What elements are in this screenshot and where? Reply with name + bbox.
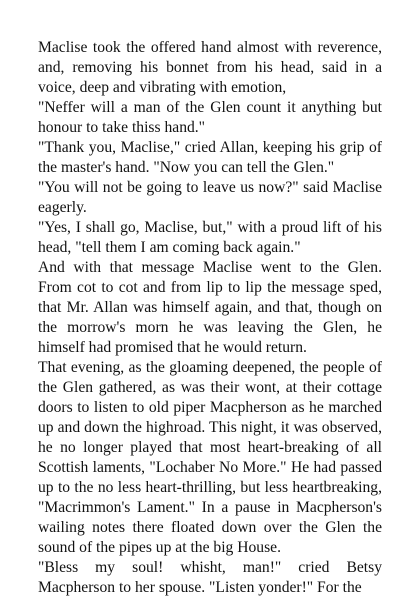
paragraph: And with that message Maclise went to the Glen. From cot to cot and from lip to lip the message sped, that Mr. Allan was himself again, and that, though on the morrow's morn he was leaving the Glen, he himself had promised that he would return. xyxy=(38,259,382,356)
paragraph: "Bless my soul! whisht, man!" cried Betsy Macpherson to her spouse. "Listen yonder!" For the xyxy=(38,559,382,596)
paragraph: "You will not be going to leave us now?" said Maclise eagerly. xyxy=(38,179,382,216)
document-page xyxy=(38,38,382,598)
paragraph: That evening, as the gloaming deepened, the people of the Glen gathered, as was their wont, at their cottage doors to listen to old piper Macpherson as he marched up and down the highroad. This night, it was observed, he no longer played that most heart-breaking of all Scottish laments, "Lochaber No More." He had passed up to the no less heart-thrilling, but less heartbreaking, "Macrimmon's Lament." In a pause in Macpherson's wailing notes there floated down over the Glen the sound of the pipes up at the big House. xyxy=(38,359,382,556)
paragraph: Maclise took the offered hand almost with reverence, and, removing his bonnet from his head, said in a voice, deep and vibrating with emotion, xyxy=(38,39,382,96)
paragraph: "Yes, I shall go, Maclise, but," with a proud lift of his head, "tell them I am coming back again." xyxy=(38,219,382,256)
paragraph: "Thank you, Maclise," cried Allan, keeping his grip of the master's hand. "Now you can tell the Glen." xyxy=(38,139,382,176)
paragraph: "Neffer will a man of the Glen count it anything but honour to take thiss hand." xyxy=(38,99,382,136)
